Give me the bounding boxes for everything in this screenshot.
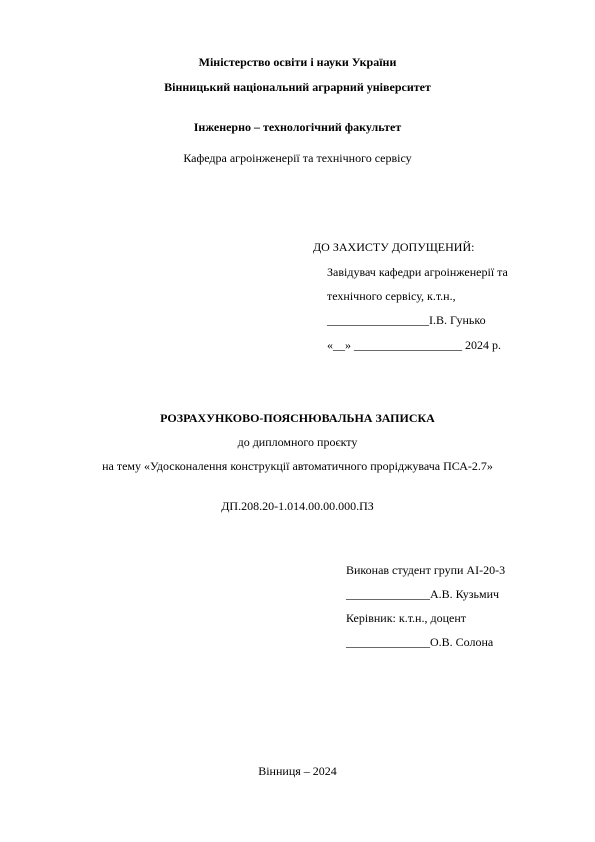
department-head-position-line1: Завідувач кафедри агроінженерії та: [327, 265, 508, 279]
project-topic: на тему «Удосконалення конструкції автоматичного проріджувача ПСА-2.7»: [102, 459, 493, 473]
student-label: Виконав студент групи АІ-20-3: [346, 563, 506, 577]
document-title: РОЗРАХУНКОВО-ПОЯСНЮВАЛЬНА ЗАПИСКА: [160, 411, 435, 425]
ministry-name: Міністерство освіти і науки України: [198, 55, 397, 69]
university-name: Вінницький національний аграрний університет: [164, 80, 431, 94]
department-name: Кафедра агроінженерії та технічного сервісу: [183, 151, 412, 165]
faculty-name: Інженерно – технологічний факультет: [193, 120, 402, 134]
supervisor-label: Керівник: к.т.н., доцент: [346, 611, 466, 625]
approval-date: «__» __________________ 2024 р.: [327, 338, 501, 352]
approval-title: ДО ЗАХИСТУ ДОПУЩЕНИЙ:: [313, 240, 475, 254]
document-code: ДП.208.20-1.014.00.00.000.ПЗ: [221, 499, 374, 513]
department-head-position-line2: технічного сервісу, к.т.н.,: [327, 289, 456, 303]
document-subtitle: до дипломного проєкту: [237, 435, 358, 449]
department-head-signature: _________________І.В. Гунько: [327, 313, 486, 327]
supervisor-signature: ______________О.В. Солона: [346, 635, 494, 649]
city-year: Вінниця – 2024: [258, 764, 337, 778]
student-signature: ______________А.В. Кузьмич: [346, 587, 500, 601]
